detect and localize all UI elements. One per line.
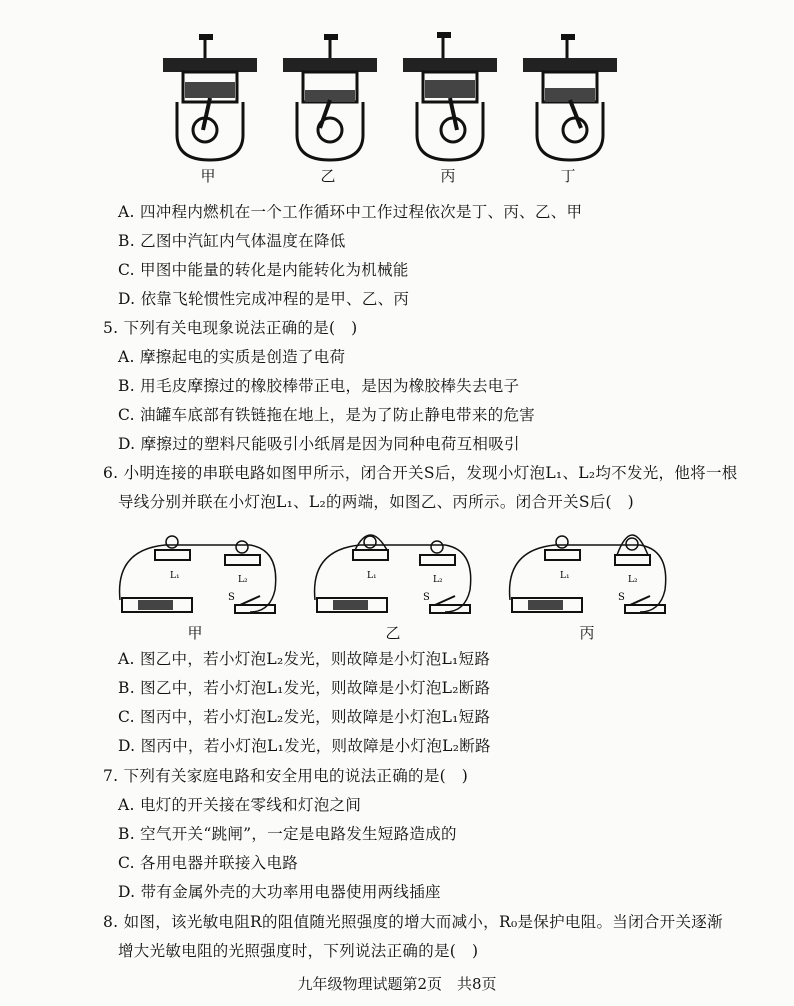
q6-stem-line2: 导线分别并联在小灯泡L₁、L₂的两端，如图乙、丙所示。闭合开关S后( ) <box>118 493 635 511</box>
q6-option-d: D. 图丙中，若小灯泡L₁发光，则故障是小灯泡L₂断路 <box>118 737 491 755</box>
q8-stem-line1: 8. 如图，该光敏电阻R的阻值随光照强度的增大而减小，R₀是保护电阻。当闭合开关逐渐 <box>103 913 723 931</box>
q4-option-c: C. 甲图中能量的转化是内能转化为机械能 <box>118 261 409 279</box>
q8-stem-line2: 增大光敏电阻的光照强度时，下列说法正确的是( ) <box>118 942 479 960</box>
q6-option-b: B. 图乙中，若小灯泡L₁发光，则故障是小灯泡L₂断路 <box>118 679 491 697</box>
engine-diagram-bing <box>395 30 505 170</box>
q6-option-a: A. 图乙中，若小灯泡L₂发光，则故障是小灯泡L₁短路 <box>118 650 491 668</box>
q7-option-c: C. 各用电器并联接入电路 <box>118 854 299 872</box>
q7-option-a: A. 电灯的开关接在零线和灯泡之间 <box>118 796 362 814</box>
engine-diagram-ding <box>515 30 625 170</box>
circuit-diagram-jia <box>110 520 280 620</box>
q6-stem-line1: 6. 小明连接的串联电路如图甲所示，闭合开关S后，发现小灯泡L₁、L₂均不发光，他将一根 <box>103 464 738 482</box>
circuit-label-jia: 甲 <box>187 624 203 642</box>
circuit-bing-l2-label: L₂ <box>628 575 638 585</box>
circuit-diagram-bing <box>500 520 670 620</box>
q4-option-b: B. 乙图中汽缸内气体温度在降低 <box>118 232 346 250</box>
engine-label-yi: 乙 <box>320 167 336 185</box>
q5-option-c: C. 油罐车底部有铁链拖在地上，是为了防止静电带来的危害 <box>118 406 536 424</box>
q6-option-c: C. 图丙中，若小灯泡L₂发光，则故障是小灯泡L₁短路 <box>118 708 491 726</box>
q7-option-d: D. 带有金属外壳的大功率用电器使用两线插座 <box>118 883 441 901</box>
circuit-bing-switch-label: S <box>618 592 625 603</box>
circuit-diagram-yi <box>305 520 475 620</box>
engine-diagram-jia <box>155 30 265 170</box>
q4-option-d: D. 依靠飞轮惯性完成冲程的是甲、乙、丙 <box>118 290 410 308</box>
q7-option-b: B. 空气开关“跳闸”，一定是电路发生短路造成的 <box>118 825 457 843</box>
circuit-label-bing: 丙 <box>579 624 595 642</box>
circuit-yi-l2-label: L₂ <box>433 575 443 585</box>
circuit-jia-l1-label: L₁ <box>170 571 180 581</box>
q7-stem: 7. 下列有关家庭电路和安全用电的说法正确的是( ) <box>103 767 469 785</box>
circuit-jia-switch-label: S <box>228 592 235 603</box>
engine-diagram-yi <box>275 30 385 170</box>
q5-option-b: B. 用毛皮摩擦过的橡胶棒带正电，是因为橡胶棒失去电子 <box>118 377 520 395</box>
page-footer: 九年级物理试题第2页 共8页 <box>297 975 497 993</box>
q5-stem: 5. 下列有关电现象说法正确的是( ) <box>103 319 358 337</box>
q5-option-a: A. 摩擦起电的实质是创造了电荷 <box>118 348 346 366</box>
q4-option-a: A. 四冲程内燃机在一个工作循环中工作过程依次是丁、丙、乙、甲 <box>118 203 583 221</box>
circuit-jia-l2-label: L₂ <box>238 575 248 585</box>
circuit-bing-l1-label: L₁ <box>560 571 570 581</box>
engine-label-ding: 丁 <box>560 167 576 185</box>
q5-option-d: D. 摩擦过的塑料尺能吸引小纸屑是因为同种电荷互相吸引 <box>118 435 520 453</box>
circuit-yi-l1-label: L₁ <box>367 571 377 581</box>
circuit-yi-switch-label: S <box>423 592 430 603</box>
engine-label-jia: 甲 <box>200 167 216 185</box>
circuit-label-yi: 乙 <box>385 624 401 642</box>
engine-label-bing: 丙 <box>440 167 456 185</box>
